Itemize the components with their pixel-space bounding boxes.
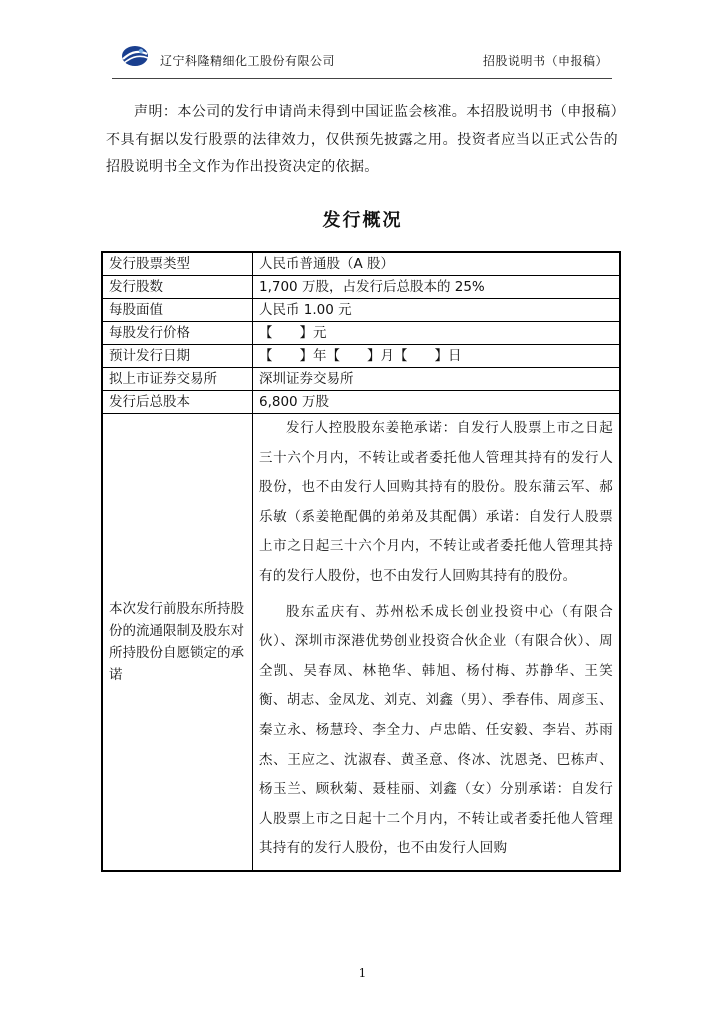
row-value: 深圳证券交易所 [253,368,621,391]
company-name: 辽宁科隆精细化工股份有限公司 [160,54,336,68]
row-value: 【 】年【 】月【 】日 [253,345,621,368]
table-row-lockup [102,414,620,871]
row-value: 【 】元 [253,322,621,345]
table-row [102,299,620,322]
row-value: 6,800 万股 [253,391,621,414]
lockup-label: 本次发行前股东所持股份的流通限制及股东对所持股份自愿锁定的承诺 [102,414,253,871]
table-row [102,345,620,368]
row-label: 拟上市证券交易所 [102,368,253,391]
company-logo-icon [120,44,150,68]
row-label: 每股发行价格 [102,322,253,345]
row-label: 发行股票类型 [102,252,253,276]
row-label: 每股面值 [102,299,253,322]
section-title: 发行概况 [322,210,403,231]
table-row [102,322,620,345]
issuance-overview-table [101,251,621,872]
lockup-paragraph: 股东孟庆有、苏州松禾成长创业投资中心（有限合伙）、深圳市深港优势创业投资合伙企业（有限合伙）、周全凯、吴春凤、林艳华、韩旭、杨付梅、苏静华、王笑衡、胡志、金凤龙、刘克、刘鑫（男）、季春伟、周彦玉、秦立永、杨慧玲、李全力、卢忠皓、任安毅、李岩、苏雨杰、王应之、沈淑春、黄圣意、佟冰、沈恩尧、巴栋声、杨玉兰、顾秋菊、聂桂丽、刘鑫（女）分别承诺：自发行人股票上市之日起十二个月内，不转让或者委托他人管理其持有的发行人股份，也不由发行人回购 [259,603,613,857]
lockup-commitments [253,414,621,871]
page-number: 1 [358,966,367,980]
row-label: 预计发行日期 [102,345,253,368]
row-value: 人民币普通股（A 股） [253,252,621,276]
document-type: 招股说明书（申报稿） [482,54,608,68]
row-label: 发行股数 [102,276,253,299]
table-row [102,368,620,391]
lockup-paragraph: 发行人控股股东姜艳承诺：自发行人股票上市之日起三十六个月内，不转让或者委托他人管理其持有的发行人股份，也不由发行人回购其持有的股份。股东蒲云军、郝乐敏（系姜艳配偶的弟弟及其配偶）承诺：自发行人股票上市之日起三十六个月内，不转让或者委托他人管理其持有的发行人股份，也不由发行人回购其持有的股份。 [259,420,613,584]
row-value: 1,700 万股，占发行后总股本的 25% [253,276,621,299]
table-row [102,391,620,414]
page-header [112,42,612,79]
disclaimer-statement: 声明：本公司的发行申请尚未得到中国证监会核准。本招股说明书（申报稿）不具有据以发行股票的法律效力，仅供预先披露之用。投资者应当以正式公告的招股说明书全文作为作出投资决定的依据。 [106,104,618,175]
row-value: 人民币 1.00 元 [253,299,621,322]
table-row [102,252,620,276]
table-row [102,276,620,299]
row-label: 发行后总股本 [102,391,253,414]
